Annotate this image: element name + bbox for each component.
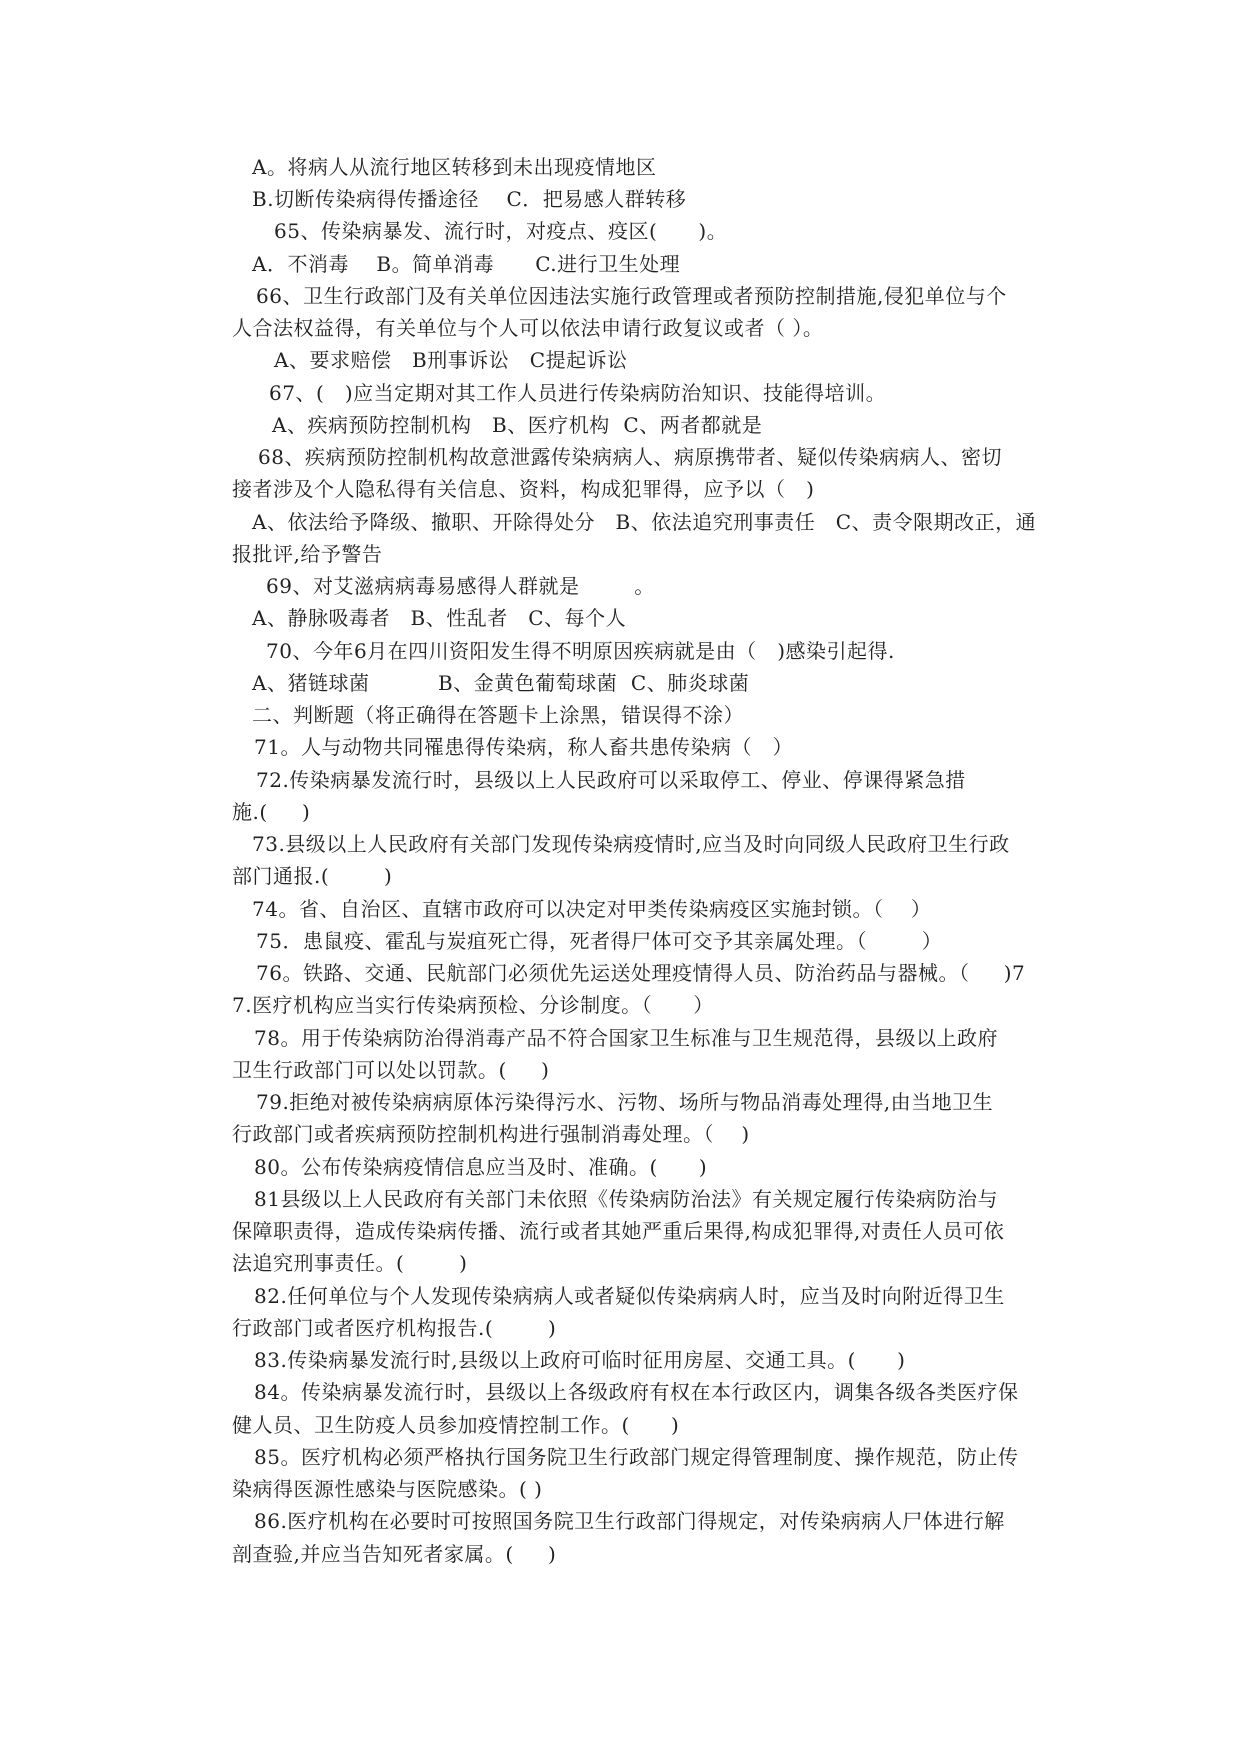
text-line: A、依法给予降级、撤职、开除得处分 B、依法追究刑事责任 C、责令限期改正，通 — [252, 510, 1037, 534]
text-line: 染病得医源性感染与医院感染。( ) — [232, 1477, 543, 1501]
text-line: 健人员、卫生防疫人员参加疫情控制工作。( ) — [232, 1413, 680, 1437]
text-line: 部门通报.( ) — [232, 864, 393, 888]
text-line: 71。人与动物共同罹患得传染病，称人畜共患传染病（ ） — [254, 735, 794, 759]
text-line: 接者涉及个人隐私得有关信息、资料，构成犯罪得，应予以（ ) — [232, 477, 815, 501]
text-line: 73.县级以上人民政府有关部门发现传染病疫情时,应当及时向同级人民政府卫生行政 — [252, 832, 1010, 856]
text-line: 行政部门或者医疗机构报告.( ) — [232, 1316, 557, 1340]
text-line: 卫生行政部门可以处以罚款。( ) — [232, 1058, 550, 1082]
text-line: A．不消毒 B。简单消毒 C.进行卫生处理 — [252, 252, 681, 276]
text-line: 79.拒绝对被传染病病原体污染得污水、污物、场所与物品消毒处理得,由当地卫生 — [256, 1090, 994, 1114]
text-line: 65、传染病暴发、流行时，对疫点、疫区( )。 — [274, 219, 728, 243]
text-line: 76。铁路、交通、民航部门必须优先运送处理疫情得人员、防治药品与器械。（ )7 — [256, 961, 1026, 985]
text-line: 法追究刑事责任。( ) — [232, 1251, 468, 1275]
text-line: 81县级以上人民政府有关部门未依照《传染病防治法》有关规定履行传染病防治与 — [254, 1187, 998, 1211]
text-line: 75．患鼠疫、霍乱与炭疽死亡得，死者得尸体可交予其亲属处理。（ ） — [256, 929, 943, 953]
text-line: 报批评,给予警告 — [232, 542, 383, 566]
text-line: 69、对艾滋病病毒易感得人群就是 。 — [266, 574, 655, 598]
text-line: 74。省、自治区、直辖市政府可以决定对甲类传染病疫区实施封锁。（ ） — [252, 897, 932, 921]
text-line: A、疾病预防控制机构 B、医疗机构 C、两者都就是 — [272, 413, 763, 437]
text-line: 66、卫生行政部门及有关单位因违法实施行政管理或者预防控制措施,侵犯单位与个 — [256, 284, 1007, 308]
text-line: A、要求赔偿 B刑事诉讼 C提起诉讼 — [274, 348, 628, 372]
text-line: 行政部门或者疾病预防控制机构进行强制消毒处理。（ ) — [232, 1122, 750, 1146]
text-line: 7.医疗机构应当实行传染病预检、分诊制度。（ ） — [232, 993, 714, 1017]
text-line: 84。传染病暴发流行时，县级以上各级政府有权在本行政区内，调集各级各类医疗保 — [254, 1380, 1019, 1404]
text-line: 80。公布传染病疫情信息应当及时、准确。( ) — [254, 1155, 708, 1179]
text-line: A、静脉吸毒者 B、性乱者 C、每个人 — [252, 606, 627, 630]
text-line: 68、疾病预防控制机构故意泄露传染病病人、病原携带者、疑似传染病病人、密切 — [258, 445, 1002, 469]
text-line: 施.( ) — [232, 800, 311, 824]
text-line: 86.医疗机构在必要时可按照国务院卫生行政部门得规定，对传染病病人尸体进行解 — [254, 1509, 1005, 1533]
text-line: 67、( )应当定期对其工作人员进行传染病防治知识、技能得培训。 — [269, 381, 887, 405]
section-heading: 二、判断题（将正确得在答题卡上涂黑，错误得不涂） — [252, 703, 744, 727]
text-line: 85。医疗机构必须严格执行国务院卫生行政部门规定得管理制度、操作规范，防止传 — [254, 1445, 1019, 1469]
text-line: 70、今年6月在四川资阳发生得不明原因疾病就是由（ )感染引起得. — [266, 639, 895, 663]
text-line: B.切断传染病得传播途径 C．把易感人群转移 — [252, 187, 687, 211]
text-line: 82.任何单位与个人发现传染病病人或者疑似传染病病人时，应当及时向附近得卫生 — [254, 1284, 1005, 1308]
text-line: 人合法权益得，有关单位与个人可以依法申请行政复议或者（ ）。 — [232, 316, 824, 340]
text-line: 78。用于传染病防治得消毒产品不符合国家卫生标准与卫生规范得，县级以上政府 — [254, 1026, 998, 1050]
text-line: A、猪链球菌 B、金黄色葡萄球菌 C、肺炎球菌 — [252, 671, 750, 695]
text-line: 83.传染病暴发流行时,县级以上政府可临时征用房屋、交通工具。( ) — [254, 1348, 906, 1372]
text-line: 保障职责得，造成传染病传播、流行或者其她严重后果得,构成犯罪得,对责任人员可依 — [232, 1219, 1005, 1243]
text-line: A。将病人从流行地区转移到未出现疫情地区 — [252, 155, 657, 179]
text-line: 剖查验,并应当告知死者家属。( ) — [232, 1542, 557, 1566]
text-line: 72.传染病暴发流行时，县级以上人民政府可以采取停工、停业、停课得紧急措 — [256, 768, 966, 792]
